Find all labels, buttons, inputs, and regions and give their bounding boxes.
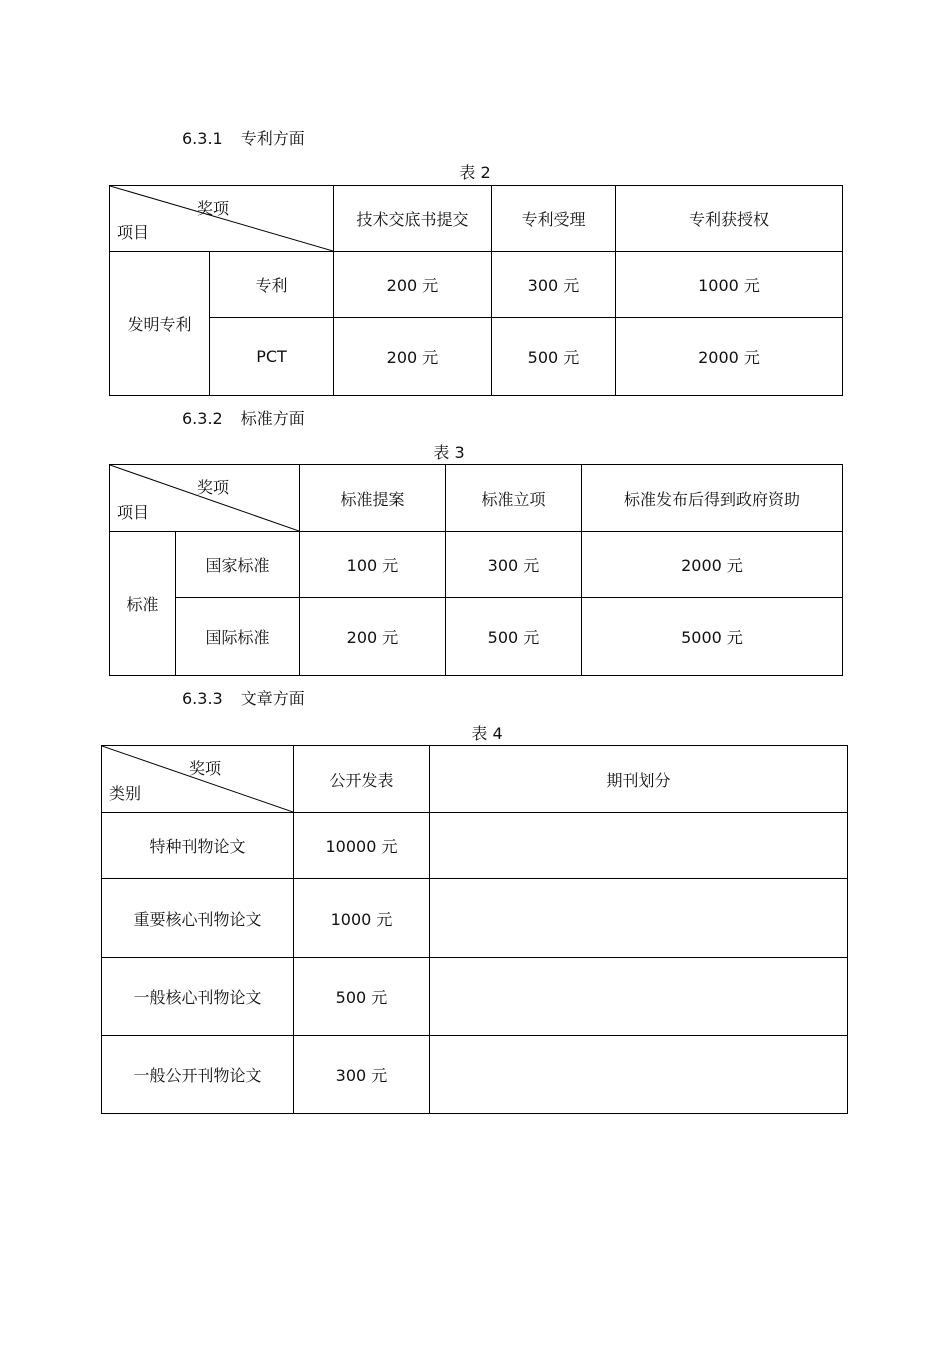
table-caption: 表 4 (471, 724, 503, 743)
article-award-table (101, 745, 848, 1114)
row-label: 特种刊物论文 (102, 813, 294, 879)
section-title: 专利方面 (240, 129, 305, 148)
table-cell: 500 元 (446, 598, 582, 676)
table-cell: 2000 元 (582, 532, 843, 598)
table-cell (430, 879, 848, 958)
row-label: PCT (210, 318, 334, 396)
section-title: 标准方面 (240, 409, 305, 428)
table-cell: 200 元 (334, 318, 492, 396)
table-caption: 表 3 (433, 443, 465, 462)
column-header: 技术交底书提交 (334, 186, 492, 252)
corner-bottom-label: 项目 (117, 503, 150, 522)
table-corner-header (110, 186, 334, 252)
column-header: 标准提案 (300, 465, 446, 532)
patent-award-table (109, 185, 843, 396)
section-heading-standard (182, 406, 305, 429)
row-label: 专利 (210, 252, 334, 318)
table-cell: 300 元 (446, 532, 582, 598)
table-cell: 5000 元 (582, 598, 843, 676)
column-header: 公开发表 (294, 746, 430, 813)
table-cell: 200 元 (334, 252, 492, 318)
table-cell: 100 元 (300, 532, 446, 598)
table-cell (430, 1036, 848, 1114)
section-number: 6.3.3 (182, 689, 223, 708)
row-label: 国际标准 (176, 598, 300, 676)
table-cell: 200 元 (300, 598, 446, 676)
table-cell (430, 958, 848, 1036)
table-corner-header (102, 746, 294, 813)
table-cell: 2000 元 (616, 318, 843, 396)
row-group-label: 标准 (110, 532, 176, 676)
row-label: 重要核心刊物论文 (102, 879, 294, 958)
table-cell: 1000 元 (616, 252, 843, 318)
table-corner-header (110, 465, 300, 532)
column-header: 标准立项 (446, 465, 582, 532)
corner-top-label: 奖项 (196, 199, 229, 218)
table-cell: 500 元 (492, 318, 616, 396)
column-header: 专利受理 (492, 186, 616, 252)
corner-bottom-label: 类别 (109, 784, 142, 803)
table-cell: 300 元 (492, 252, 616, 318)
column-header: 期刊划分 (430, 746, 848, 813)
row-label: 一般公开刊物论文 (102, 1036, 294, 1114)
column-header: 专利获授权 (616, 186, 843, 252)
table-caption: 表 2 (459, 163, 491, 182)
section-title: 文章方面 (240, 689, 305, 708)
row-label: 国家标准 (176, 532, 300, 598)
table-cell: 10000 元 (294, 813, 430, 879)
corner-bottom-label: 项目 (117, 223, 150, 242)
section-heading-article (182, 686, 305, 709)
section-number: 6.3.2 (182, 409, 223, 428)
table-cell: 500 元 (294, 958, 430, 1036)
corner-top-label: 奖项 (188, 759, 221, 778)
corner-top-label: 奖项 (196, 478, 229, 497)
row-label: 一般核心刊物论文 (102, 958, 294, 1036)
table-cell (430, 813, 848, 879)
section-number: 6.3.1 (182, 129, 223, 148)
table-cell: 300 元 (294, 1036, 430, 1114)
column-header: 标准发布后得到政府资助 (582, 465, 843, 532)
table-cell: 1000 元 (294, 879, 430, 958)
row-group-label: 发明专利 (110, 252, 210, 396)
standard-award-table (109, 464, 843, 676)
section-heading-patent (182, 126, 305, 149)
